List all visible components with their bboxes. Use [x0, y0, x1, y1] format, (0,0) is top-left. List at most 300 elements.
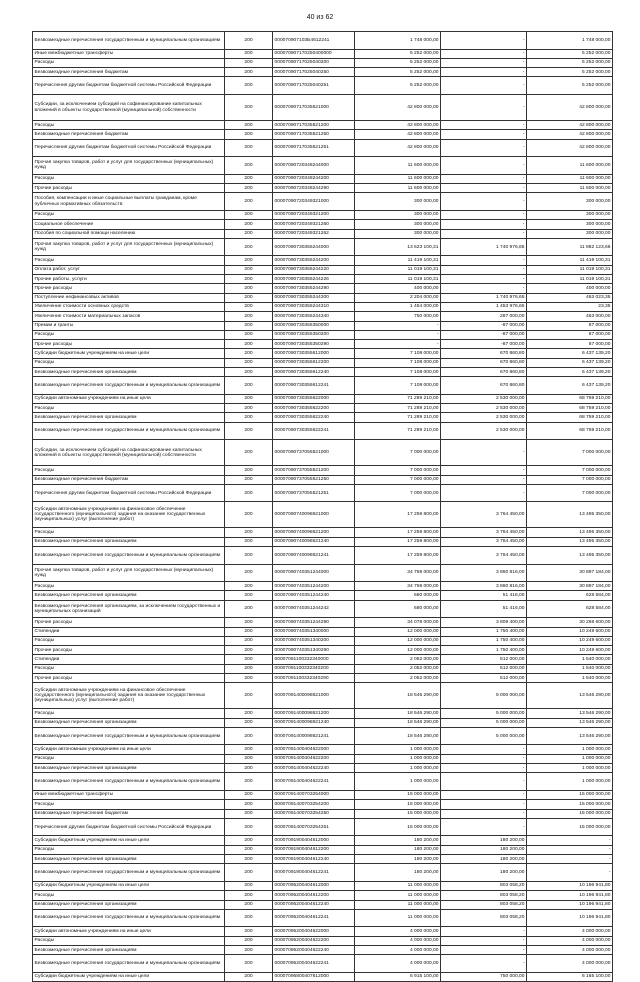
row-classification-code-cell: 00007090740351340000 [273, 627, 355, 636]
row-name-cell: Расходы [33, 709, 225, 718]
row-unexecuted-amount-cell: 10 196 941,80 [527, 891, 613, 900]
row-line-code-cell: 200 [225, 936, 273, 945]
expenditure-table-body [33, 32, 613, 982]
row-executed-amount-cell: - [441, 800, 527, 809]
row-name-cell: Субсидии бюджетным учреждениям на иные цели [33, 349, 225, 358]
row-approved-amount-cell: 7 108 000,00 [355, 367, 441, 376]
row-executed-amount-cell: 1 750 400,00 [441, 646, 527, 655]
row-unexecuted-amount-cell: 11 600 000,00 [527, 174, 613, 183]
row-approved-amount-cell: 17 259 800,00 [355, 528, 441, 537]
row-approved-amount-cell: 42 800 000,00 [355, 139, 441, 157]
row-approved-amount-cell: 7 000 000,00 [355, 466, 441, 475]
row-classification-code-cell: 000070907103Б4612241 [273, 32, 355, 50]
row-line-code-cell: 200 [225, 664, 273, 673]
row-executed-amount-cell: 512 000,00 [441, 655, 527, 664]
page-number: 40 из 62 [306, 14, 334, 21]
row-line-code-cell: 200 [225, 564, 273, 582]
row-classification-code-cell: 00007091400404622000 [273, 745, 355, 754]
row-line-code-cell: 200 [225, 330, 273, 339]
row-name-cell: Безвозмездные перечисления государственным и муниципальным организациям [33, 864, 225, 882]
row-approved-amount-cell: - [355, 340, 441, 349]
row-approved-amount-cell: 71 289 210,00 [355, 404, 441, 413]
row-unexecuted-amount-cell: 30 897 184,00 [527, 582, 613, 591]
row-approved-amount-cell: 18 546 290,00 [355, 718, 441, 727]
row-unexecuted-amount-cell: 11 419 100,31 [527, 256, 613, 265]
row-executed-amount-cell: - [441, 120, 527, 129]
row-executed-amount-cell: 750 000,00 [441, 972, 527, 981]
row-name-cell: Безвозмездные перечисления государственным и муниципальным организациям [33, 32, 225, 50]
row-name-cell: Расходы [33, 58, 225, 67]
row-classification-code-cell: 000070907170250400000 [273, 49, 355, 58]
row-executed-amount-cell: 3 860 816,00 [441, 582, 527, 591]
row-name-cell: Прочие расходы [33, 184, 225, 193]
row-line-code-cell: 200 [225, 582, 273, 591]
table-row [33, 864, 613, 882]
row-classification-code-cell: 00007090730355622200 [273, 404, 355, 413]
row-unexecuted-amount-cell: 300 000,00 [527, 210, 613, 219]
table-row [33, 936, 613, 945]
row-line-code-cell: 200 [225, 413, 273, 422]
row-executed-amount-cell: 2 530 000,00 [441, 394, 527, 403]
row-approved-amount-cell: 4 000 000,00 [355, 927, 441, 936]
row-unexecuted-amount-cell: - [527, 855, 613, 864]
row-classification-code-cell: 00007090740098621200 [273, 528, 355, 537]
table-row [33, 404, 613, 413]
table-row [33, 32, 613, 50]
row-unexecuted-amount-cell: 5 252 000,00 [527, 77, 613, 95]
table-row [33, 349, 613, 358]
row-approved-amount-cell: 15 000 000,00 [355, 809, 441, 818]
row-executed-amount-cell: 180 200,00 [441, 836, 527, 845]
row-classification-code-cell: 00007090720349321000 [273, 193, 355, 211]
row-name-cell: Субсидии автономным учреждениям на иные цели [33, 394, 225, 403]
table-row [33, 927, 613, 936]
row-executed-amount-cell: - [441, 773, 527, 791]
row-approved-amount-cell: 15 000 000,00 [355, 790, 441, 799]
row-executed-amount-cell: - [441, 193, 527, 211]
row-classification-code-cell: 00007090730355350000 [273, 321, 355, 330]
row-classification-code-cell: 00007091100332340000 [273, 655, 355, 664]
table-row [33, 130, 613, 139]
row-unexecuted-amount-cell: 7 000 000,00 [527, 466, 613, 475]
row-approved-amount-cell: 5 252 000,00 [355, 68, 441, 77]
row-approved-amount-cell: 11 000 000,00 [355, 909, 441, 927]
row-name-cell: Субсидии автономным учреждениям на финансовое обеспечение государственного (муниципального) задания на оказание государственных (муниципальных) услуг (выполнение работ) [33, 502, 225, 528]
row-executed-amount-cell: -87 000,00 [441, 321, 527, 330]
row-executed-amount-cell: - [441, 440, 527, 466]
row-line-code-cell: 200 [225, 683, 273, 709]
table-row [33, 377, 613, 395]
row-classification-code-cell: 00007090730355244226 [273, 275, 355, 284]
row-unexecuted-amount-cell: 13 495 350,00 [527, 528, 613, 537]
row-unexecuted-amount-cell: 10 196 941,80 [527, 909, 613, 927]
row-executed-amount-cell: 3 764 450,00 [441, 537, 527, 546]
row-executed-amount-cell: 3 764 450,00 [441, 528, 527, 537]
row-name-cell: Безвозмездные перечисления государственным и муниципальным организациям [33, 773, 225, 791]
table-row [33, 955, 613, 973]
row-name-cell: Расходы [33, 800, 225, 809]
row-name-cell: Безвозмездные перечисления организациям [33, 855, 225, 864]
row-approved-amount-cell: 11 019 100,31 [355, 265, 441, 274]
row-name-cell: Безвозмездные перечисления организациям, за исключением государственных и муниципальных организаций [33, 600, 225, 618]
row-name-cell: Стипендии [33, 627, 225, 636]
row-classification-code-cell: 00007090730355244290 [273, 284, 355, 293]
row-executed-amount-cell: - [441, 818, 527, 836]
row-approved-amount-cell: 11 419 100,31 [355, 256, 441, 265]
row-unexecuted-amount-cell: 11 600 000,00 [527, 184, 613, 193]
table-row [33, 440, 613, 466]
row-executed-amount-cell: 3 764 450,00 [441, 502, 527, 528]
row-name-cell: Расходы [33, 845, 225, 854]
row-name-cell: Расходы [33, 466, 225, 475]
table-row [33, 754, 613, 763]
row-approved-amount-cell: 11 000 000,00 [355, 881, 441, 890]
table-row [33, 591, 613, 600]
row-name-cell: Поступление нефинансовых активов [33, 293, 225, 302]
row-line-code-cell: 200 [225, 184, 273, 193]
row-name-cell: Расходы [33, 528, 225, 537]
row-line-code-cell: 200 [225, 475, 273, 484]
table-row [33, 537, 613, 546]
row-name-cell: Прочая закупка товаров, работ и услуг для государственных (муниципальных) нужд [33, 157, 225, 175]
row-executed-amount-cell: 670 860,80 [441, 367, 527, 376]
table-row [33, 238, 613, 256]
row-line-code-cell: 200 [225, 95, 273, 121]
row-executed-amount-cell: 3 860 816,00 [441, 564, 527, 582]
row-executed-amount-cell: 2 530 000,00 [441, 422, 527, 440]
row-approved-amount-cell: 4 000 000,00 [355, 945, 441, 954]
table-row [33, 727, 613, 745]
row-approved-amount-cell: 1 000 000,00 [355, 745, 441, 754]
row-classification-code-cell: 00007096800407612000 [273, 972, 355, 981]
row-name-cell: Увеличение стоимости материальных запасов [33, 312, 225, 321]
row-line-code-cell: 200 [225, 265, 273, 274]
table-row [33, 302, 613, 311]
row-approved-amount-cell: 18 546 290,00 [355, 683, 441, 709]
table-row [33, 466, 613, 475]
row-approved-amount-cell: 7 000 000,00 [355, 475, 441, 484]
row-line-code-cell: 200 [225, 157, 273, 175]
row-approved-amount-cell: 17 259 800,00 [355, 537, 441, 546]
row-line-code-cell: 200 [225, 394, 273, 403]
row-classification-code-cell: 00007091400703254200 [273, 800, 355, 809]
row-line-code-cell: 200 [225, 68, 273, 77]
table-row [33, 745, 613, 754]
table-row [33, 790, 613, 799]
row-unexecuted-amount-cell: 30 897 184,00 [527, 564, 613, 582]
row-name-cell: Прочие расходы [33, 284, 225, 293]
row-name-cell: Расходы [33, 256, 225, 265]
row-line-code-cell: 200 [225, 256, 273, 265]
row-approved-amount-cell: 180 200,00 [355, 845, 441, 854]
row-name-cell: Премии и гранты [33, 321, 225, 330]
row-executed-amount-cell: - [441, 130, 527, 139]
row-name-cell: Прочая закупка товаров, работ и услуг для государственных (муниципальных) нужд [33, 564, 225, 582]
row-line-code-cell: 200 [225, 377, 273, 395]
row-classification-code-cell: 00007090730355612000 [273, 349, 355, 358]
row-approved-amount-cell: 1 000 000,00 [355, 764, 441, 773]
row-line-code-cell: 200 [225, 845, 273, 854]
row-classification-code-cell: 00007090740351244290 [273, 618, 355, 627]
row-classification-code-cell: 00007090717025040251 [273, 77, 355, 95]
row-classification-code-cell: 00007090730355350200 [273, 330, 355, 339]
row-classification-code-cell: 00007095200404622000 [273, 927, 355, 936]
row-executed-amount-cell: 5 000 000,00 [441, 683, 527, 709]
row-approved-amount-cell: 5 252 000,00 [355, 58, 441, 67]
row-line-code-cell: 200 [225, 537, 273, 546]
row-line-code-cell: 200 [225, 718, 273, 727]
table-row [33, 68, 613, 77]
row-classification-code-cell: 00007090740351244240 [273, 591, 355, 600]
table-row [33, 909, 613, 927]
row-line-code-cell: 200 [225, 727, 273, 745]
row-classification-code-cell: 00007091900404612241 [273, 864, 355, 882]
table-row [33, 528, 613, 537]
row-line-code-cell: 200 [225, 864, 273, 882]
table-row [33, 422, 613, 440]
row-name-cell: Иные межбюджетные трансферты [33, 790, 225, 799]
row-approved-amount-cell: 7 000 000,00 [355, 484, 441, 502]
table-row [33, 275, 613, 284]
row-classification-code-cell: 00007090740351244242 [273, 600, 355, 618]
row-unexecuted-amount-cell: 4 000 000,00 [527, 936, 613, 945]
row-classification-code-cell: 00007090717025040200 [273, 58, 355, 67]
row-unexecuted-amount-cell: 1 748 000,00 [527, 32, 613, 50]
row-line-code-cell: 200 [225, 618, 273, 627]
row-executed-amount-cell: - [441, 764, 527, 773]
row-unexecuted-amount-cell: 6 437 139,20 [527, 377, 613, 395]
row-line-code-cell: 200 [225, 174, 273, 183]
row-executed-amount-cell: 1 750 400,00 [441, 636, 527, 645]
row-executed-amount-cell: - [441, 77, 527, 95]
row-unexecuted-amount-cell: 1 000 000,00 [527, 745, 613, 754]
row-line-code-cell: 200 [225, 130, 273, 139]
row-executed-amount-cell: 670 860,80 [441, 358, 527, 367]
row-executed-amount-cell: - [441, 49, 527, 58]
row-line-code-cell: 200 [225, 229, 273, 238]
row-unexecuted-amount-cell: 13 495 350,00 [527, 546, 613, 564]
row-classification-code-cell: 00007091400404622241 [273, 773, 355, 791]
row-classification-code-cell: 00007090740098621240 [273, 537, 355, 546]
row-line-code-cell: 200 [225, 404, 273, 413]
row-name-cell: Расходы [33, 936, 225, 945]
row-executed-amount-cell: 1 453 976,65 [441, 302, 527, 311]
row-classification-code-cell: 00007090730355622240 [273, 413, 355, 422]
row-classification-code-cell: 00007090720348244000 [273, 157, 355, 175]
row-executed-amount-cell: - [441, 229, 527, 238]
row-line-code-cell: 200 [225, 900, 273, 909]
row-classification-code-cell: 00007095200404612241 [273, 909, 355, 927]
row-name-cell: Прочие расходы [33, 646, 225, 655]
row-executed-amount-cell: - [441, 265, 527, 274]
row-line-code-cell: 200 [225, 77, 273, 95]
row-line-code-cell: 200 [225, 238, 273, 256]
row-executed-amount-cell: 3 764 450,00 [441, 546, 527, 564]
row-unexecuted-amount-cell: - [527, 845, 613, 854]
row-approved-amount-cell: 15 000 000,00 [355, 818, 441, 836]
row-classification-code-cell: 00007091900404612000 [273, 836, 355, 845]
row-executed-amount-cell: - [441, 184, 527, 193]
row-unexecuted-amount-cell: 11 019 100,31 [527, 265, 613, 274]
row-unexecuted-amount-cell: 68 759 210,00 [527, 413, 613, 422]
row-classification-code-cell: 00007090717035521251 [273, 139, 355, 157]
row-executed-amount-cell: - [441, 32, 527, 50]
table-row [33, 484, 613, 502]
row-line-code-cell: 200 [225, 655, 273, 664]
row-classification-code-cell: 00007091400703254251 [273, 818, 355, 836]
table-row [33, 174, 613, 183]
row-classification-code-cell: 00007091400703254250 [273, 809, 355, 818]
row-executed-amount-cell: -87 000,00 [441, 340, 527, 349]
row-classification-code-cell: 00007091900404612200 [273, 845, 355, 854]
row-line-code-cell: 200 [225, 321, 273, 330]
row-unexecuted-amount-cell: 15 000 000,00 [527, 818, 613, 836]
table-row [33, 891, 613, 900]
table-row [33, 855, 613, 864]
row-name-cell: Прочие работы, услуги [33, 275, 225, 284]
row-unexecuted-amount-cell: 13 546 290,00 [527, 727, 613, 745]
row-line-code-cell: 200 [225, 528, 273, 537]
row-name-cell: Субсидии, за исключением субсидий на софинансирование капитальных вложений в объекты государственной (муниципальной) собственности [33, 95, 225, 121]
table-row [33, 881, 613, 890]
row-classification-code-cell: 00007090720348244290 [273, 184, 355, 193]
table-row [33, 674, 613, 683]
table-row [33, 636, 613, 645]
row-unexecuted-amount-cell: 42 800 000,00 [527, 95, 613, 121]
row-unexecuted-amount-cell: 6 165 100,00 [527, 972, 613, 981]
row-name-cell: Прочие расходы [33, 674, 225, 683]
row-classification-code-cell: 00007091400098621200 [273, 709, 355, 718]
row-name-cell: Безвозмездные перечисления бюджетам [33, 809, 225, 818]
row-executed-amount-cell: - [441, 809, 527, 818]
row-approved-amount-cell: 71 289 210,00 [355, 413, 441, 422]
row-line-code-cell: 200 [225, 358, 273, 367]
row-unexecuted-amount-cell: 10 196 941,80 [527, 900, 613, 909]
row-classification-code-cell: 00007090730355622000 [273, 394, 355, 403]
row-name-cell: Безвозмездные перечисления организациям [33, 537, 225, 546]
table-row [33, 413, 613, 422]
row-approved-amount-cell: 2 052 000,00 [355, 664, 441, 673]
row-line-code-cell: 200 [225, 210, 273, 219]
row-executed-amount-cell: 803 058,20 [441, 891, 527, 900]
row-name-cell: Расходы [33, 636, 225, 645]
row-name-cell: Безвозмездные перечисления государственным и муниципальным организациям [33, 955, 225, 973]
row-classification-code-cell: 00007090730355244220 [273, 265, 355, 274]
row-classification-code-cell: 00007091400098621241 [273, 727, 355, 745]
row-approved-amount-cell: - [355, 330, 441, 339]
row-name-cell: Субсидии бюджетным учреждениям на иные цели [33, 836, 225, 845]
row-name-cell: Перечисления другим бюджетам бюджетной системы Российской Федерации [33, 139, 225, 157]
row-approved-amount-cell: 300 000,00 [355, 229, 441, 238]
table-row [33, 818, 613, 836]
row-classification-code-cell: 00007090740098621241 [273, 546, 355, 564]
row-name-cell: Перечисления другим бюджетам бюджетной системы Российской Федерации [33, 484, 225, 502]
row-executed-amount-cell: - [441, 955, 527, 973]
row-approved-amount-cell: 12 000 000,00 [355, 627, 441, 636]
row-approved-amount-cell: 1 454 000,00 [355, 302, 441, 311]
row-name-cell: Безвозмездные перечисления бюджетам [33, 68, 225, 77]
row-name-cell: Прочие расходы [33, 340, 225, 349]
row-line-code-cell: 200 [225, 818, 273, 836]
table-row [33, 139, 613, 157]
row-line-code-cell: 200 [225, 955, 273, 973]
row-approved-amount-cell: 18 546 290,00 [355, 727, 441, 745]
row-approved-amount-cell: 42 800 000,00 [355, 120, 441, 129]
row-line-code-cell: 200 [225, 302, 273, 311]
row-unexecuted-amount-cell: 5 252 000,00 [527, 68, 613, 77]
row-unexecuted-amount-cell: 11 019 100,31 [527, 275, 613, 284]
table-row [33, 475, 613, 484]
row-unexecuted-amount-cell: 10 249 600,00 [527, 646, 613, 655]
row-name-cell: Прочие расходы [33, 618, 225, 627]
row-name-cell: Безвозмездные перечисления организациям [33, 591, 225, 600]
row-name-cell: Перечисления другим бюджетам бюджетной системы Российской Федерации [33, 818, 225, 836]
row-line-code-cell: 200 [225, 754, 273, 763]
table-row [33, 618, 613, 627]
row-approved-amount-cell: 5 252 000,00 [355, 49, 441, 58]
row-line-code-cell: 200 [225, 646, 273, 655]
row-classification-code-cell: 00007090717035521250 [273, 130, 355, 139]
row-unexecuted-amount-cell: 1 540 000,00 [527, 655, 613, 664]
row-line-code-cell: 200 [225, 120, 273, 129]
row-executed-amount-cell: 5 000 000,00 [441, 727, 527, 745]
row-executed-amount-cell: - [441, 275, 527, 284]
row-executed-amount-cell: - [441, 210, 527, 219]
row-classification-code-cell: 00007090730355244340 [273, 312, 355, 321]
row-executed-amount-cell: 180 200,00 [441, 855, 527, 864]
row-approved-amount-cell: 7 000 000,00 [355, 440, 441, 466]
row-unexecuted-amount-cell: 300 000,00 [527, 229, 613, 238]
row-unexecuted-amount-cell: 463 000,00 [527, 312, 613, 321]
row-classification-code-cell: 00007095200404622241 [273, 955, 355, 973]
row-executed-amount-cell: 512 000,00 [441, 664, 527, 673]
row-unexecuted-amount-cell: 10 196 941,80 [527, 881, 613, 890]
row-unexecuted-amount-cell: 300 000,00 [527, 193, 613, 211]
row-classification-code-cell: 00007090720348244200 [273, 174, 355, 183]
row-approved-amount-cell: 18 546 290,00 [355, 709, 441, 718]
table-row [33, 972, 613, 981]
row-name-cell: Расходы [33, 664, 225, 673]
row-executed-amount-cell: - [441, 68, 527, 77]
table-row [33, 340, 613, 349]
row-executed-amount-cell: 5 000 000,00 [441, 718, 527, 727]
row-line-code-cell: 200 [225, 484, 273, 502]
row-name-cell: Субсидии бюджетным учреждениям на иные цели [33, 972, 225, 981]
row-unexecuted-amount-cell: 68 759 210,00 [527, 404, 613, 413]
row-name-cell: Безвозмездные перечисления бюджетам [33, 475, 225, 484]
row-line-code-cell: 200 [225, 58, 273, 67]
row-classification-code-cell: 00007090740351340290 [273, 646, 355, 655]
row-name-cell: Безвозмездные перечисления государственным и муниципальным организациям [33, 422, 225, 440]
row-approved-amount-cell: 11 600 000,00 [355, 157, 441, 175]
row-unexecuted-amount-cell: 13 546 290,00 [527, 718, 613, 727]
table-row [33, 546, 613, 564]
table-row [33, 77, 613, 95]
row-line-code-cell: 200 [225, 32, 273, 50]
table-row [33, 646, 613, 655]
row-classification-code-cell: 00007091100332340290 [273, 674, 355, 683]
row-line-code-cell: 200 [225, 440, 273, 466]
row-approved-amount-cell: 7 108 000,00 [355, 377, 441, 395]
row-unexecuted-amount-cell: 87 000,00 [527, 340, 613, 349]
row-approved-amount-cell: 42 800 000,00 [355, 95, 441, 121]
row-unexecuted-amount-cell: 87 000,00 [527, 321, 613, 330]
row-approved-amount-cell: 17 259 800,00 [355, 546, 441, 564]
row-executed-amount-cell: 2 530 000,00 [441, 404, 527, 413]
table-row [33, 312, 613, 321]
row-approved-amount-cell: 7 108 000,00 [355, 349, 441, 358]
row-unexecuted-amount-cell: 628 584,00 [527, 591, 613, 600]
